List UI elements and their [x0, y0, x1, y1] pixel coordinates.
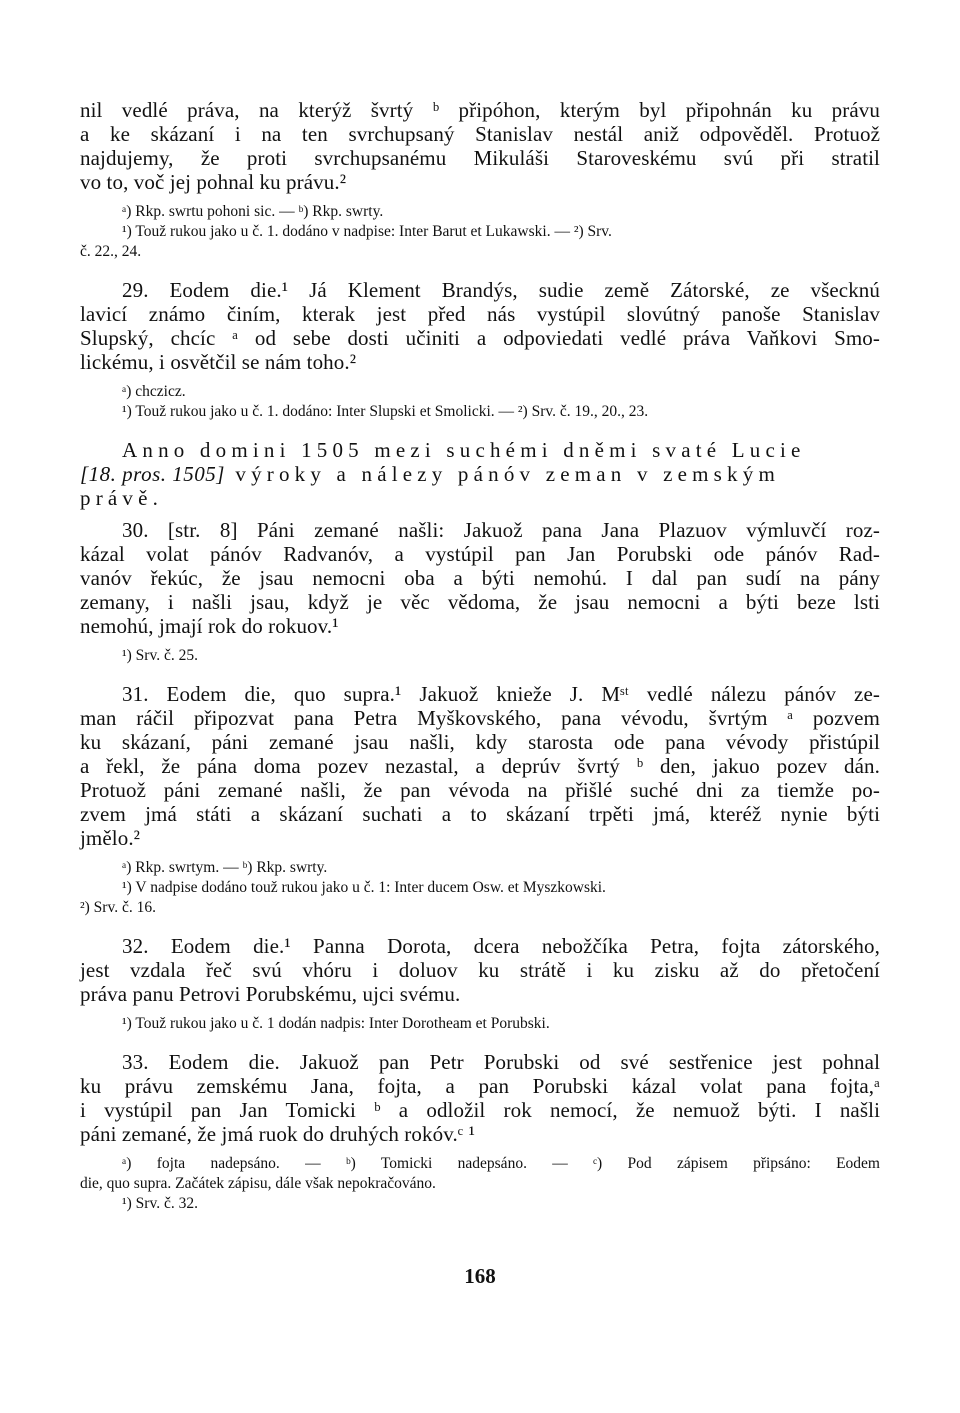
- text-line: a ke skázaní i na ten svrchupsaný Stanislav nestál aniž odpověděl. Protuož: [80, 122, 880, 146]
- text-line: lavicí známo činím, kterak jest před nás vystúpil slovútný panoše Stanislav: [80, 302, 880, 326]
- text-line: lickému, i osvětčil se nám toho.²: [80, 350, 357, 374]
- heading-text: výroky a nálezy pánóv zeman v zemským: [235, 462, 780, 486]
- footnote: ¹) Touž rukou jako u č. 1. dodáno v nadpise: Inter Barut et Lukawski. — ²) Srv.: [122, 223, 612, 240]
- footnote: ¹) Touž rukou jako u č. 1 dodán nadpis: Inter Dorotheam et Porubski.: [122, 1015, 550, 1032]
- heading-line: [80, 462, 880, 486]
- text-line: vo to, voč jej pohnal ku právu.²: [80, 170, 347, 194]
- text-line: man ráčil připozvat pana Petra Myškovského, pana vévodu, švrtým ᵃ pozvem: [80, 706, 880, 730]
- footnote: ᵃ) chczicz.: [122, 383, 186, 400]
- footnote: ᵃ) Rkp. swrtym. — ᵇ) Rkp. swrty.: [122, 859, 328, 876]
- section-heading: [80, 438, 880, 510]
- text-line: Slupský, chcíc ᵃ od sebe dosti učiniti a odpoviedati vedlé práva Vaňkovi Smo-: [80, 326, 880, 350]
- paragraph-33: [80, 1050, 880, 1146]
- text-line: nil vedlé práva, na kterýž švrtý ᵇ připóhon, kterým byl připohnán ku právu: [80, 98, 880, 122]
- heading-line: Anno domini 1505 mezi suchémi dněmi svaté Lucie: [122, 438, 806, 462]
- heading-line: právě.: [80, 486, 164, 510]
- text-line: nemohú, jmají rok do rokuov.¹: [80, 614, 339, 638]
- footnotes-28: [80, 202, 880, 262]
- text-line: ku skázaní, páni zemané jsau našli, kdy starosta ode pana vévody přistúpil: [80, 730, 880, 754]
- text-line: Protuož páni zemané našli, že pan vévoda na přišlé suché dni za tiemže po-: [80, 778, 880, 802]
- footnote: ᵃ) Rkp. swrtu pohoni sic. — ᵇ) Rkp. swrty.: [122, 203, 384, 220]
- footnote: die, quo supra. Začátek zápisu, dále však nepokračováno.: [80, 1175, 436, 1192]
- page-number: 168: [464, 1264, 496, 1288]
- text-line: 33. Eodem die. Jakuož pan Petr Porubski od své sestřenice jest pohnal: [122, 1050, 880, 1074]
- text-line: zemany, i našli jsau, když je věc vědoma, že jsau nemocni a býti beze lsti: [80, 590, 880, 614]
- text-line: ku právu zemskému Jana, fojta, a pan Porubski kázal volat pana fojta,ᵃ: [80, 1074, 880, 1098]
- heading-date: [18. pros. 1505]: [80, 462, 225, 486]
- footnote: ¹) V nadpise dodáno touž rukou jako u č. 1: Inter ducem Osw. et Myszkowski.: [122, 879, 606, 896]
- footnotes-29: [80, 382, 880, 422]
- text-line: kázal volat pánóv Radvanóv, a vystúpil pan Jan Porubski ode pánóv Rad-: [80, 542, 880, 566]
- text-line: 30. [str. 8] Páni zemané našli: Jakuož pana Jana Plazuov výmluvčí roz-: [122, 518, 880, 542]
- paragraph-30: [80, 518, 880, 638]
- paragraph-29: [80, 278, 880, 374]
- text-line: i vystúpil pan Jan Tomicki ᵇ a odložil rok nemocí, že nemuož býti. I našli: [80, 1098, 880, 1122]
- text-line: jmělo.²: [80, 826, 141, 850]
- text-line: 32. Eodem die.¹ Panna Dorota, dcera nebožčíka Petra, fojta zátorského,: [122, 934, 880, 958]
- text-line: a řekl, že pána doma pozev nezastal, a deprúv švrtý ᵇ den, jakuo pozev dán.: [80, 754, 880, 778]
- text-line: najdujemy, že proti svrchupsanému Mikuláši Staroveskému svú při stratil: [80, 146, 880, 170]
- footnotes-31: [80, 858, 880, 918]
- footnote: ¹) Srv. č. 32.: [122, 1195, 198, 1212]
- footnotes-33: [80, 1154, 880, 1214]
- text-line: páni zemané, že jmá ruok do druhých rokóv.ᶜ ¹: [80, 1122, 476, 1146]
- footnote: ²) Srv. č. 16.: [80, 899, 156, 916]
- text-line: zvem jmá státi a skázaní suchati a to skázaní trpěti jmá, kteréž nynie býti: [80, 802, 880, 826]
- text-line: jest vzdala řeč svú vhóru i doluov ku strátě i ku zisku až do přetočení: [80, 958, 880, 982]
- text-line: 29. Eodem die.¹ Já Klement Brandýs, sudie země Zátorské, ze všecknú: [122, 278, 880, 302]
- footnotes-32: [80, 1014, 880, 1034]
- paragraph-28-end: [80, 98, 880, 194]
- footnote: č. 22., 24.: [80, 243, 142, 260]
- paragraph-32: [80, 934, 880, 1006]
- page-body: [80, 98, 880, 1214]
- text-line: vanóv řekúc, že jsau nemocni oba a býti nemohú. I dal pan sudí na pány: [80, 566, 880, 590]
- footnotes-30: [80, 646, 880, 666]
- paragraph-31: [80, 682, 880, 850]
- footnote: ¹) Touž rukou jako u č. 1. dodáno: Inter Slupski et Smolicki. — ²) Srv. č. 19., 20., 23.: [122, 403, 649, 420]
- text-line: 31. Eodem die, quo supra.¹ Jakuož knieže J. Mˢᵗ vedlé nálezu pánóv ze-: [122, 682, 880, 706]
- text-line: práva panu Petrovi Porubskému, ujci svému.: [80, 982, 461, 1006]
- footnote: ᵃ) fojta nadepsáno. — ᵇ) Tomicki nadepsáno. — ᶜ) Pod zápisem připsáno: Eodem: [122, 1155, 880, 1172]
- footnote: ¹) Srv. č. 25.: [122, 647, 198, 664]
